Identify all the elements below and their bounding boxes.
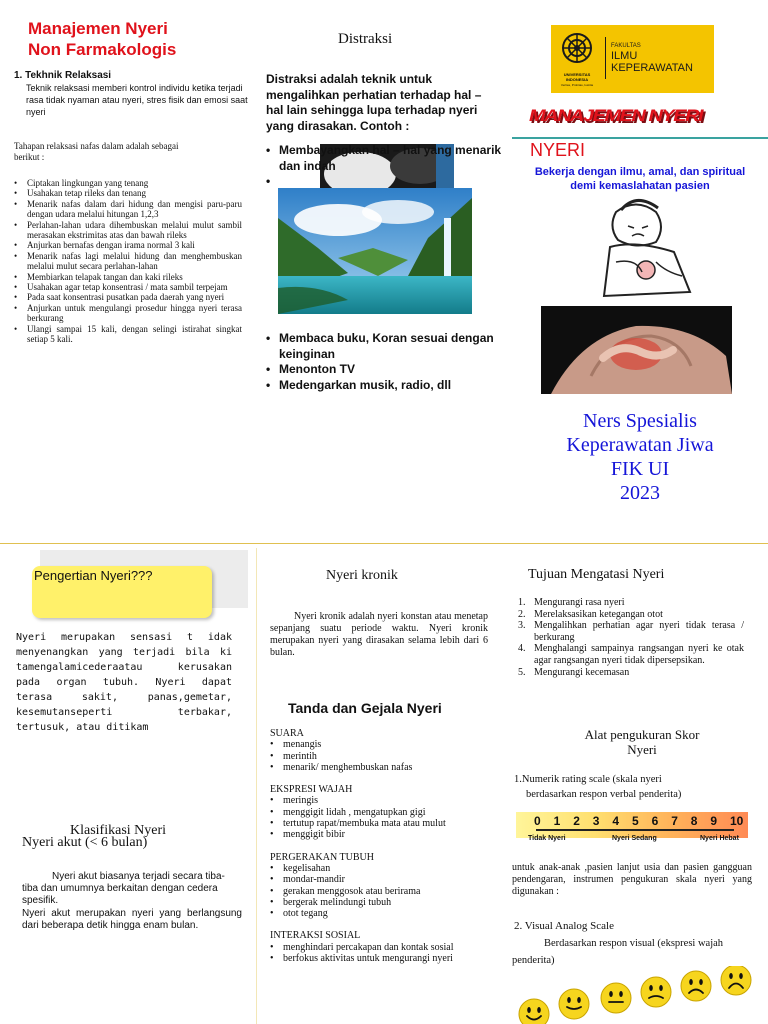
pengertian-definition: Nyeri merupakan sensasi t idak menyenangkan yang terjadi bila ki tamengalamicederaatau kerusakan pada organ tubuh. Nyeri dapat terasa sakit, panas,gemetar, kesemutanseperti terbakar, tertusuk, atau ditikam [16,632,232,733]
panel-distraksi [256,0,512,540]
distraksi-item: • Menonton TV [266,362,502,378]
pain-sketch-image [586,192,700,306]
pain-face-icon [559,989,589,1019]
tujuan-text: Mengurangi kecemasan [534,666,630,678]
scale-number: 3 [592,814,600,828]
pain-face-icon [681,971,711,1001]
tujuan-title: Tujuan Mengatasi Nyeri [528,567,665,582]
panel-pengertian [0,546,256,1024]
logo-univ-name: UNIVERSITAS INDONESIA [563,72,591,82]
tanda-item: • gerakan menggosok atau berirama [270,886,490,897]
logo-faculty-small: FAKULTAS [611,43,641,49]
distraksi-list [266,331,502,393]
panel-cover [512,0,768,540]
alat-title-line1: Alat pengukuran Skor [584,727,700,742]
relaksasi-step: • Pada saat konsentrasi pusatkan pada daerah yang nyeri [14,292,242,302]
relaksasi-step: • Usahakan tetap rileks dan tenang [14,188,242,198]
tanda-item: • meringis [270,795,490,806]
tanda-item: • merintih [270,751,490,762]
relaksasi-steps-list [14,178,242,345]
tanda-item: • menarik/ menghembuskan nafas [270,762,490,773]
brochure-title-line2: Non Farmakologis [28,40,177,59]
pengertian-title: Pengertian Nyeri??? [34,568,153,583]
brochure-title [28,18,243,60]
tanda-group-heading: SUARA [270,728,304,739]
scale-number: 4 [612,814,620,828]
panel-kronik [256,546,512,1024]
nyeri-kronik-text: Nyeri kronik adalah nyeri konstan atau menetap sepanjang suatu periode waktu. Nyeri kronik merupakan nyeri yang dirasakan selama lebih dari 6 bulan. [270,611,488,658]
tujuan-number: 5. [518,666,526,678]
distraksi-title: Distraksi [338,31,393,47]
nyeri-akut-text1: Nyeri akut biasanya terjadi secara tiba- tiba dan umumnya berkaitan dengan cedera spesifik. [22,871,225,906]
cover-footer [512,409,768,505]
cover-footer-line2: Keperawatan Jiwa [566,434,714,456]
cover-tagline: Bekerja dengan ilmu, amal, dan spiritual demi kemaslahatan pasien [534,166,746,192]
scale-label: Tidak Nyeri [528,835,566,842]
tanda-item: • otot tegang [270,908,490,919]
tanda-group-heading: EKSPRESI WAJAH [270,784,353,796]
scale-numbers [534,814,744,828]
tujuan-text: Menghalangi sampainya rangsangan nyeri ke otak agar rangsangan nyeri tidak dipersepsikan. [534,643,744,666]
relaksasi-steps-intro: Tahapan relaksasi nafas dalam adalah sebagai berikut : [14,141,179,162]
nrs-description [514,772,681,802]
pain-face-icon [721,966,751,995]
relaksasi-step: • Anjurkan bernafas dengan irama normal 3 kali [14,240,242,250]
nyeri-akut-title: Nyeri akut (< 6 bulan) [22,835,148,850]
cover-subtitle: NYERI [530,140,586,160]
scale-number: 0 [534,814,541,828]
tanda-item: • berfokus aktivitas untuk mengurangi nyeri [270,953,490,964]
tanda-item: • menggigit lidah , mengatupkan gigi [270,807,490,818]
tanda-gejala-title: Tanda dan Gejala Nyeri [288,700,442,716]
cover-footer-line1: Ners Spesialis [583,410,697,432]
numeric-rating-scale [516,812,748,850]
scale-label: Nyeri Sedang [612,835,657,842]
brochure-title-line1: Manajemen Nyeri [28,19,168,38]
scale-number: 9 [710,814,718,828]
tujuan-number: 2. [518,608,526,620]
waterfall-landscape-image [278,188,472,314]
scale-number: 7 [671,814,678,828]
relaksasi-step: • Menarik nafas lagi melalui hidung dan menghembuskan melalui mulut secara perlahan-lahan [14,251,242,272]
pain-face-icon [601,983,631,1013]
logo-faculty-line1: ILMU [611,50,638,62]
tujuan-number: 4. [518,643,526,655]
cover-title-underline [512,137,768,139]
klasifikasi-title: Klasifikasi Nyeri [70,823,167,838]
tanda-item: • kegelisahan [270,863,490,874]
logo-motto: Veritas, Probitas, Iustitia [560,83,594,87]
scale-labels [516,835,748,845]
distraksi-definition: Distraksi adalah teknik untuk mengalihkan perhatian terhadap hal – hal lain sehingga lupa terhadap nyeri yang dirasakan. Contoh : [266,72,482,133]
nrs-line2: berdasarkan respon verbal penderita) [526,789,682,800]
tujuan-item [518,597,744,609]
tanda-item: • bergerak melindungi tubuh [270,897,490,908]
tujuan-item [518,620,744,643]
fik-ui-logo [551,25,714,93]
distraksi-item: • Membayangkan hal – hal yang menarik dan indah [266,143,502,174]
panel-tujuan [512,546,768,1024]
tujuan-item [518,643,744,666]
tanda-item: • menangis [270,739,490,750]
scale-number: 8 [690,814,698,828]
alat-title [552,727,732,757]
nrs-line1: 1.Numerik rating scale (skala nyeri [514,774,662,785]
tanda-item: • menghindari percakapan dan kontak sosial [270,942,490,953]
tanda-group-heading: INTERAKSI SOSIAL [270,930,361,942]
distraksi-item: • Medengarkan musik, radio, dll [266,378,502,394]
tujuan-number: 1. [518,597,526,608]
scale-number: 5 [632,814,639,828]
knee-pain-photo [541,306,732,394]
nyeri-akut-text2: Nyeri akut merupakan nyeri yang berlangsung dari beberapa detik hingga enam bulan. [22,908,242,931]
logo-faculty [611,42,693,74]
logo-faculty-line2: KEPERAWATAN [611,62,693,74]
tanda-gejala-groups [270,728,490,964]
relaksasi-step: • Anjurkan untuk mengulangi prosedur hingga nyeri terasa berkurang [14,303,242,324]
page-divider [0,543,768,544]
pain-face-icon [519,999,549,1024]
pengertian-title-box [32,566,212,618]
scale-number: 10 [730,814,744,828]
scale-number: 1 [553,814,561,828]
relaksasi-step: • Membiarkan telapak tangan dan kaki rileks [14,272,242,282]
logo-divider [605,37,606,79]
vas-text: Berdasarkan respon visual (ekspresi wajah penderita) [512,938,724,966]
relaksasi-step: • Menarik nafas dalam dari hidung dan mengisi paru-paru dengan udara melalui hitungan 1,2,3 [14,199,242,220]
panel-relaksasi [0,0,256,540]
distraksi-item: • Membaca buku, Koran sesuai dengan keinginan [266,331,502,362]
cover-wordart-title: MANAJEMEN NYERI [529,106,703,126]
tujuan-list [518,597,744,678]
tanda-group-list [270,863,490,919]
tanda-group-list [270,942,490,965]
cover-footer-line4: 2023 [620,482,660,504]
alat-title-line2: Nyeri [627,742,657,757]
tanda-item: • tertutup rapat/membuka mata atau mulut [270,818,490,829]
scale-number: 6 [651,814,659,828]
tujuan-text: Merelaksasikan ketegangan otot [534,608,663,620]
relaksasi-step: • Perlahan-lahan udara dihembuskan melalui mulut sambil merasakan ekstrimitas atas dan bawah rileks [14,220,242,241]
tujuan-text: Mengalihkan perhatian agar nyeri tidak terasa / berkurang [534,620,744,643]
makara-emblem-icon [559,30,595,72]
scale-number: 2 [573,814,580,828]
scale-label: Nyeri Hebat [700,835,739,842]
distraksi-bullet-first [266,143,502,190]
relaksasi-step: • Usahakan agar tetap konsentrasi / mata sambil terpejam [14,282,242,292]
tanda-item: • mondar-mandir [270,874,490,885]
tanda-item: • menggigit bibir [270,829,490,840]
nyeri-kronik-title: Nyeri kronik [326,568,398,583]
tujuan-number: 3. [518,620,526,632]
tanda-group-list [270,795,490,840]
relaksasi-step: • Ulangi sampai 15 kali, dengan selingi istirahat singkat setiap 5 kali. [14,324,242,345]
relaksasi-heading: 1. Tekhnik Relaksasi [14,70,112,81]
relaksasi-intro: Teknik relaksasi memberi kontrol individu ketika terjadi rasa tidak nyaman atau nyeri, stres fisik dan emosi saat nyeri [26,83,248,117]
tanda-group-list [270,739,490,773]
tujuan-item [518,667,744,679]
visual-analog-faces [516,966,762,1024]
pain-face-icon [641,977,671,1007]
tujuan-text: Mengurangi rasa nyeri [534,597,625,608]
vas-title: 2. Visual Analog Scale [514,920,614,932]
tanda-group-heading: PERGERAKAN TUBUH [270,851,374,863]
scale-line [536,829,734,831]
nrs-note: untuk anak-anak ,pasien lanjut usia dan pasien gangguan pendengaran, instrumen pengukuran skala nyeri yang digunakan : [512,862,752,897]
tujuan-item [518,609,744,621]
relaksasi-step: • Ciptakan lingkungan yang tenang [14,178,242,188]
cover-footer-line3: FIK UI [610,458,670,480]
